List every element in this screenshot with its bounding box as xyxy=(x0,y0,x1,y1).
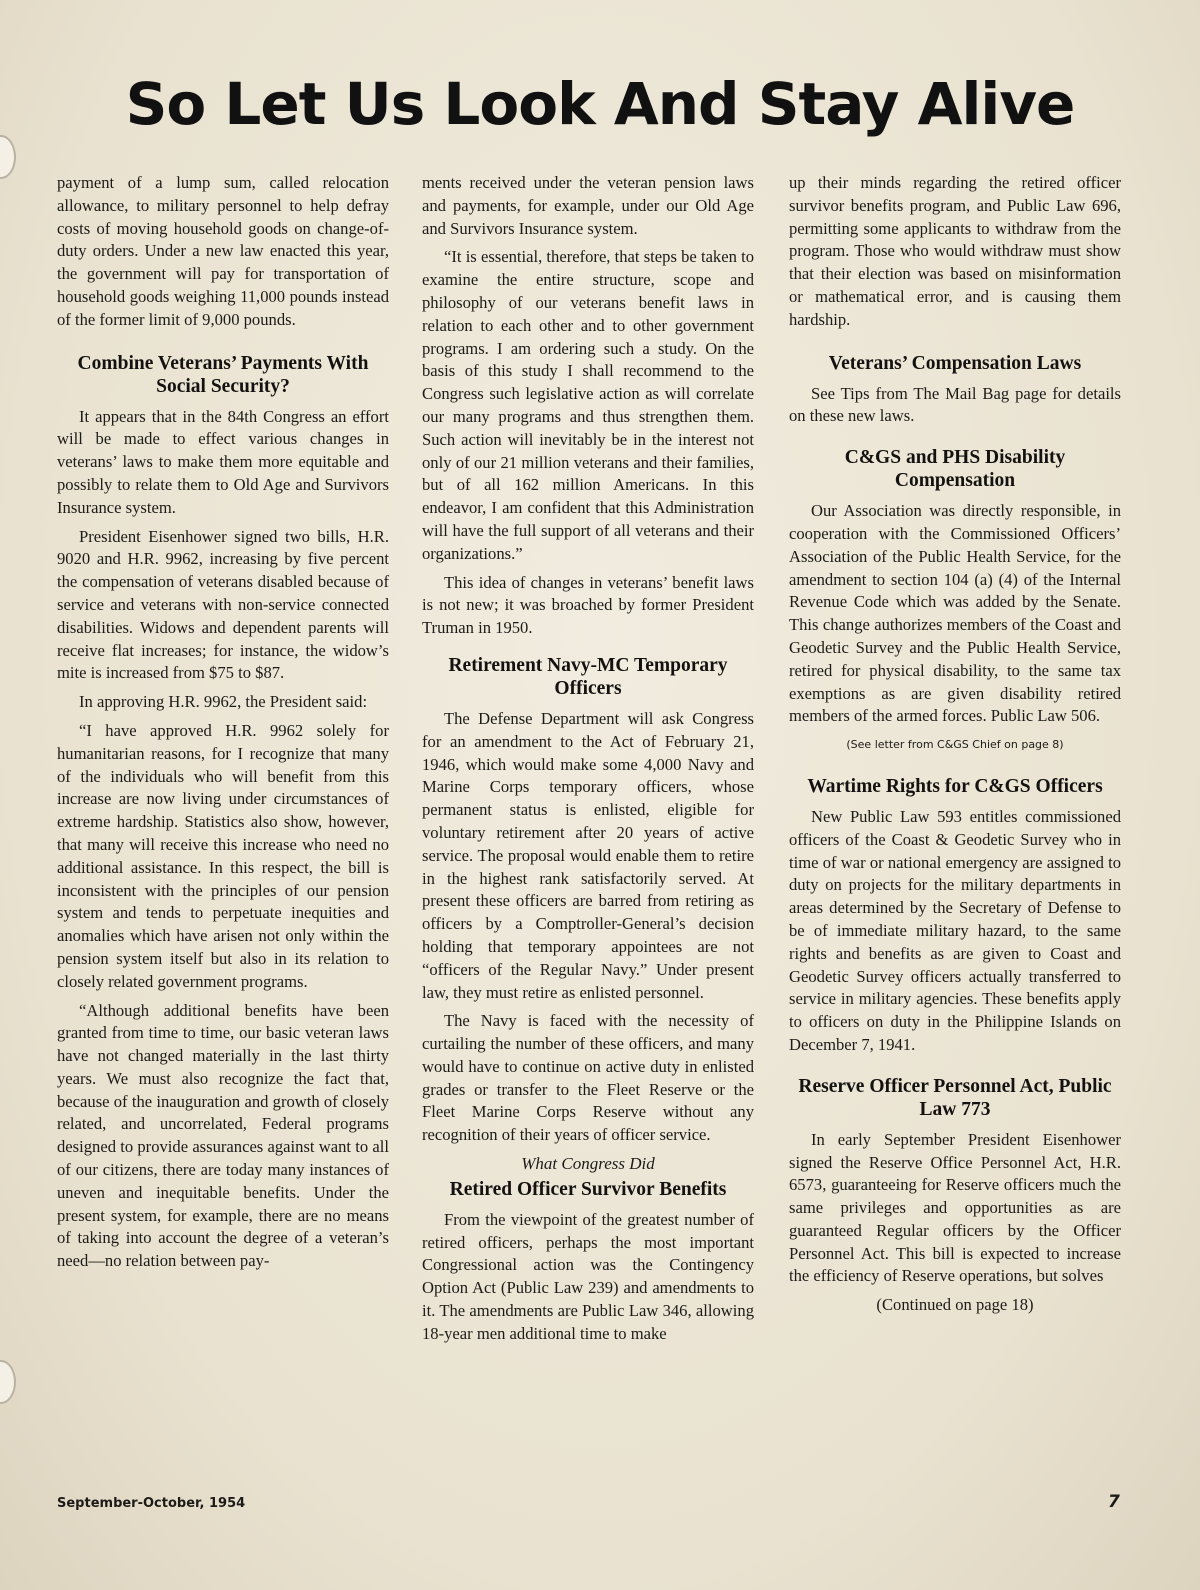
binder-hole xyxy=(0,1360,16,1404)
column-3 xyxy=(789,172,1121,1323)
paragraph: “Although additional benefits have been granted from time to time, our basic veteran laws have not changed materially in the last thirty years. We must also recognize the fact that, because of the inauguration and growth of closely related, and uncorrelated, Federal programs designed to provide assurances against want to all of our citizens, there are today many instances of uneven and inequitable benefits. Under the present system, for example, there are no means of taking into account the degree of a veteran’s need—no relation between pay- xyxy=(57,1000,389,1271)
section-heading: Combine Veterans’ Payments With Social Security? xyxy=(77,352,369,397)
paragraph: This idea of changes in veterans’ benefit laws is not new; it was broached by former President Truman in 1950. xyxy=(422,572,754,638)
paragraph: up their minds regarding the retired officer survivor benefits program, and Public Law 696, permitting some applicants to withdraw from the program. Those who would withdraw must show that their election was based on misinformation or mathematical error, and is causing them hardship. xyxy=(789,173,1121,329)
subheading: What Congress Did xyxy=(521,1154,655,1174)
cross-reference-note: (See letter from C&GS Chief on page 8) xyxy=(846,738,1064,752)
paragraph: “I have approved H.R. 9962 solely for humanitarian reasons, for I recognize that many of the individuals who will benefit from this increase are now living under circumstances of extreme hardship. Statistics also show, however, that many will receive this increase who need no additional assistance. In this respect, the bill is inconsistent with the principles of our pension system and tends to perpetuate inequities and anomalies which have arisen not only within the pension system itself but also in its relation to closely related government programs. xyxy=(57,720,389,991)
paragraph: ments received under the veteran pension laws and payments, for example, under our Old Age and Survivors Insurance system. xyxy=(422,173,754,238)
column-2 xyxy=(422,172,754,1352)
paragraph: It appears that in the 84th Congress an effort will be made to effect various changes in veterans’ laws to make them more equitable and possibly to relate them to Old Age and Survivors Insurance system. xyxy=(57,406,389,517)
paragraph: See Tips from The Mail Bag page for details on these new laws. xyxy=(789,383,1121,426)
paragraph: In approving H.R. 9962, the President said: xyxy=(79,692,368,712)
paragraph: In early September President Eisenhower signed the Reserve Office Personnel Act, H.R. 6573, guaranteeing for Reserve officers much the same privileges and opportunities as are guaranteed Regular officers by the Officer Personnel Act. This bill is expected to increase the efficiency of Reserve operations, but solves xyxy=(789,1129,1121,1286)
paragraph: payment of a lump sum, called relocation allowance, to military personnel to help defray costs of moving household goods on change-of-duty orders. Under a new law enacted this year, the government will pay for transportation of household goods weighing 11,000 pounds instead of the former limit of 9,000 pounds. xyxy=(57,173,389,329)
page-title: So Let Us Look And Stay Alive xyxy=(125,70,1075,138)
paragraph: Our Association was directly responsible, in cooperation with the Commissioned Officers’ Association of the Public Health Service, for the amendment to section 104 (a) (4) of the Internal Revenue Code which was added by the Senate. This change authorizes members of the Coast and Geodetic Survey and the Public Health Service, retired for physical disability, to the same tax exemptions as are given disability retired members of the armed forces. Public Law 506. xyxy=(789,501,1121,726)
binder-hole xyxy=(0,135,16,179)
section-heading: Retirement Navy-MC Temporary Officers xyxy=(448,654,728,699)
section-heading: Reserve Officer Personnel Act, Public Law 773 xyxy=(798,1075,1112,1120)
paragraph: The Defense Department will ask Congress for an amendment to the Act of February 21, 1946, which would make some 4,000 Navy and Marine Corps temporary officers, whose permanent status is enlisted, eligible for voluntary retirement after 20 years of active service. The proposal would enable them to retire in the highest rank satisfactorily served. At present these officers are barred from retiring as officers by a Comptroller-General’s decision holding that temporary appointees are not “officers of the Regular Navy.” Under present law, they must retire as enlisted personnel. xyxy=(422,708,754,1002)
paragraph: The Navy is faced with the necessity of curtailing the number of these officers, and many would have to continue on active duty in enlisted grades or transfer to the Fleet Reserve or the Fleet Marine Corps Reserve without any recognition of their years of officer service. xyxy=(422,1011,754,1145)
page-number: 7 xyxy=(1108,1492,1120,1512)
paragraph: President Eisenhower signed two bills, H.R. 9020 and H.R. 9962, increasing by five percent the compensation of veterans disabled because of service and veterans with non-service connected disabilities. Widows and dependent parents will receive flat increases; for instance, the widow’s mite is increased from $75 to $87. xyxy=(57,526,389,683)
section-heading: C&GS and PHS Disability Compensation xyxy=(844,447,1066,492)
section-heading: Wartime Rights for C&GS Officers xyxy=(807,775,1103,797)
issue-date: September-October, 1954 xyxy=(57,1496,246,1511)
paragraph: “It is essential, therefore, that steps be taken to examine the entire structure, scope and philosophy of our veterans benefit laws in relation to each other and to other government programs. I am ordering such a study. On the basis of this study I shall recommend to the Congress such legislative action as will correlate our many programs and thus strengthen them. Such action will inevitably be in the interest not only of our 21 million veterans and their families, but of all 162 million Americans. In this endeavor, I am confident that this Administration will have the full support of all veterans and their organizations.” xyxy=(422,247,754,563)
paragraph: New Public Law 593 entitles commissioned officers of the Coast & Geodetic Survey who in time of war or national emergency are assigned to duty on projects for the military departments in areas determined by the Secretary of Defense to be of immediate military hazard, to the same rights and benefits as are given to Coast and Geodetic Survey officers actually transferred to service in military agencies. These benefits apply to officers on duty in the Philippine Islands on December 7, 1941. xyxy=(789,806,1121,1054)
continued-note: (Continued on page 18) xyxy=(876,1295,1034,1315)
paragraph: From the viewpoint of the greatest number of retired officers, perhaps the most important Congressional action was the Contingency Option Act (Public Law 239) and amendments to it. The amendments are Public Law 346, allowing 18-year men additional time to make xyxy=(422,1209,754,1343)
column-1 xyxy=(57,172,389,1279)
section-heading: Veterans’ Compensation Laws xyxy=(828,352,1082,374)
section-heading: Retired Officer Survivor Benefits xyxy=(449,1178,727,1200)
